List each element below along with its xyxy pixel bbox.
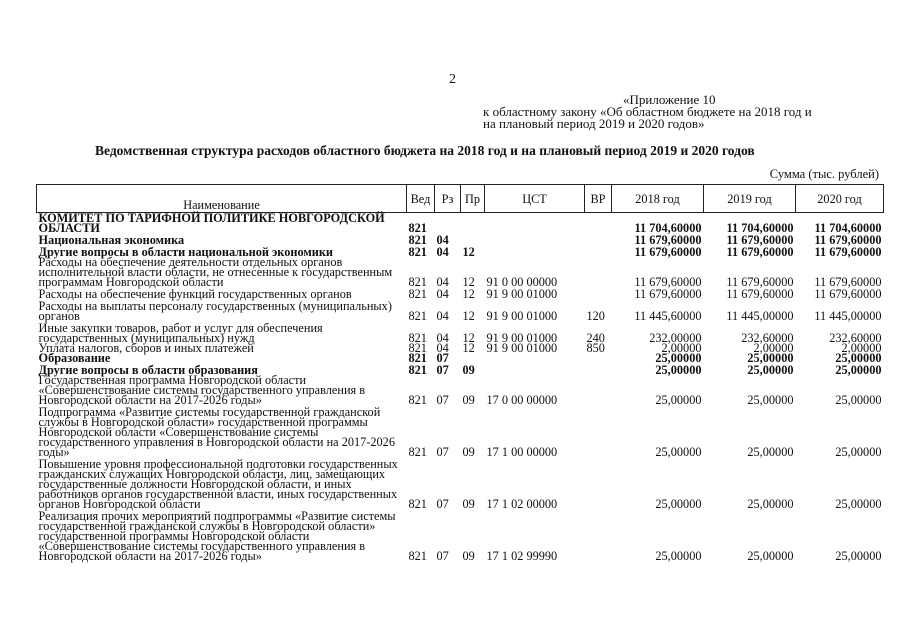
row-cst: 91 9 00 01000	[486, 309, 558, 323]
row-2019: 2,00000	[753, 341, 794, 355]
budget-table	[36, 184, 884, 561]
row-2018: 25,00000	[655, 445, 702, 459]
row-rz: 04	[436, 233, 449, 247]
row-2019: 11 445,00000	[726, 309, 794, 323]
row-ved: 821	[408, 445, 427, 459]
appendix-line-3: на плановый период 2019 и 2020 годов»	[483, 116, 705, 131]
table-row	[37, 457, 884, 509]
row-vr	[585, 213, 612, 234]
row-cst: 91 9 00 01000	[486, 287, 558, 301]
row-name: Расходы на выплаты персоналу государственных (муниципальных) органов	[38, 299, 392, 323]
row-cst: 91 9 00 01000	[486, 341, 558, 355]
row-pr: 12	[462, 341, 475, 355]
row-2019: 11 704,60000	[726, 221, 794, 235]
row-2018: 232,00000	[649, 331, 702, 345]
row-2019: 25,00000	[747, 363, 794, 377]
row-2019: 11 679,60000	[726, 233, 794, 247]
row-2020: 11 679,60000	[814, 287, 882, 301]
document-title: Ведомственная структура расходов областного бюджета на 2018 год и на плановый период 2019 и 2020 годов	[95, 143, 755, 158]
row-pr	[461, 233, 485, 245]
row-2019: 11 679,60000	[726, 287, 794, 301]
col-header-vr: ВР	[585, 185, 612, 213]
row-2019: 25,00000	[747, 497, 794, 511]
table-row	[37, 213, 884, 234]
row-2018: 25,00000	[655, 351, 702, 365]
table-row	[37, 509, 884, 561]
row-cst: 91 0 00 00000	[486, 275, 558, 289]
row-cst	[485, 245, 585, 257]
row-2018: 11 445,60000	[634, 309, 702, 323]
row-2019: 25,00000	[747, 549, 794, 563]
row-pr: 09	[462, 549, 475, 563]
row-2018: 25,00000	[655, 549, 702, 563]
row-vr	[585, 287, 612, 299]
row-2018: 11 679,60000	[634, 287, 702, 301]
row-name: Государственная программа Новгородской области «Совершенствование системы государственного управления в Новгородской области на 2017-2026 годы»	[38, 373, 366, 407]
row-cst: 91 9 00 01000	[486, 331, 558, 345]
table-row	[37, 233, 884, 245]
row-name: Иные закупки товаров, работ и услуг для обеспечения государственных (муниципальных) нужд	[38, 321, 323, 345]
row-ved: 821	[408, 233, 427, 247]
col-header-2020: 2020 год	[796, 185, 884, 213]
row-pr: 09	[462, 363, 475, 377]
row-pr: 12	[462, 287, 475, 301]
row-2018: 11 679,60000	[634, 275, 702, 289]
row-rz: 04	[436, 275, 449, 289]
row-ved: 821	[408, 549, 427, 563]
row-rz: 04	[436, 287, 449, 301]
row-2018: 11 704,60000	[634, 221, 702, 235]
row-ved: 821	[408, 245, 427, 259]
row-ved: 821	[408, 341, 427, 355]
row-vr: 850	[586, 341, 605, 355]
row-vr: 240	[586, 331, 605, 345]
row-2019: 232,60000	[741, 331, 794, 345]
row-2019: 25,00000	[747, 393, 794, 407]
units-label: Сумма (тыс. рублей)	[769, 167, 879, 181]
row-rz: 07	[436, 393, 449, 407]
row-pr	[461, 213, 485, 234]
row-2020: 11 679,60000	[814, 233, 882, 247]
row-name: Национальная экономика	[38, 233, 185, 247]
col-header-ved: Вед	[407, 185, 435, 213]
row-name: Образование	[38, 351, 111, 365]
row-2018: 25,00000	[655, 497, 702, 511]
row-cst	[485, 233, 585, 245]
table-row	[37, 287, 884, 299]
row-name: Расходы на обеспечение функций государственных органов	[38, 287, 352, 301]
row-cst: 17 1 02 00000	[486, 497, 558, 511]
row-2018: 11 679,60000	[634, 245, 702, 259]
row-pr: 12	[462, 331, 475, 345]
row-cst: 17 1 00 00000	[486, 445, 558, 459]
page-number: 2	[449, 72, 456, 87]
row-2019: 25,00000	[747, 351, 794, 365]
row-2018: 2,00000	[661, 341, 702, 355]
col-header-cst: ЦСТ	[485, 185, 585, 213]
row-2020: 25,00000	[835, 497, 882, 511]
table-header-row	[37, 185, 884, 213]
row-ved: 821	[408, 221, 427, 235]
row-2020: 232,60000	[829, 331, 882, 345]
row-name: Подпрограмма «Развитие системы государственной гражданской службы в Новгородской области» государственной программы Новгородской области «Совершенствование системы государственного управления в Новгородской области на 2017-2026 годы»	[38, 405, 395, 459]
row-vr	[585, 245, 612, 257]
row-name: Расходы на обеспечение деятельности отдельных органов исполнительной власти области, не отнесенные к государственным программам Новгородской области	[38, 255, 393, 289]
row-vr: 120	[586, 309, 605, 323]
row-name: Уплата налогов, сборов и иных платежей	[38, 341, 254, 355]
row-pr: 09	[462, 393, 475, 407]
row-2019: 25,00000	[747, 445, 794, 459]
row-pr: 12	[462, 275, 475, 289]
row-2019: 11 679,60000	[726, 275, 794, 289]
row-pr: 12	[462, 245, 475, 259]
row-vr	[585, 509, 612, 561]
row-cst	[485, 213, 585, 234]
col-header-2019: 2019 год	[704, 185, 796, 213]
row-pr: 09	[462, 445, 475, 459]
row-ved: 821	[408, 351, 427, 365]
row-vr	[585, 257, 612, 287]
row-pr: 12	[462, 309, 475, 323]
row-cst: 17 1 02 99990	[486, 549, 558, 563]
table-row	[37, 321, 884, 343]
row-2020: 11 679,60000	[814, 275, 882, 289]
row-cst	[485, 363, 585, 375]
row-rz	[435, 213, 461, 234]
row-2020: 11 704,60000	[814, 221, 882, 235]
row-2018: 25,00000	[655, 363, 702, 377]
row-rz: 07	[436, 549, 449, 563]
row-rz: 07	[436, 445, 449, 459]
row-rz: 04	[436, 309, 449, 323]
row-rz: 04	[436, 245, 449, 259]
row-rz: 07	[436, 497, 449, 511]
row-2020: 2,00000	[841, 341, 882, 355]
row-ved: 821	[408, 331, 427, 345]
row-ved: 821	[408, 393, 427, 407]
row-vr	[585, 375, 612, 405]
table-row	[37, 405, 884, 457]
row-ved: 821	[408, 309, 427, 323]
row-2020: 25,00000	[835, 445, 882, 459]
row-ved: 821	[408, 497, 427, 511]
row-name: Другие вопросы в области национальной экономики	[38, 245, 334, 259]
row-vr	[585, 405, 612, 457]
row-2018: 25,00000	[655, 393, 702, 407]
table-row	[37, 299, 884, 321]
appendix-header	[483, 94, 883, 130]
col-header-pr: Пр	[461, 185, 485, 213]
col-header-2018: 2018 год	[612, 185, 704, 213]
row-ved: 821	[408, 363, 427, 377]
row-2020: 25,00000	[835, 351, 882, 365]
row-name: Повышение уровня профессиональной подготовки государственных гражданских служащих Новгородской области, лиц, замещающих государственные должности Новгородской области, и иных работников органов государственной власти, иных государственных органов Новгородской области	[38, 457, 398, 511]
row-rz: 07	[436, 351, 449, 365]
row-vr	[585, 363, 612, 375]
row-2020: 25,00000	[835, 549, 882, 563]
appendix-line-2: к областному закону «Об областном бюджете на 2018 год и	[483, 104, 812, 119]
row-2018: 11 679,60000	[634, 233, 702, 247]
row-2020: 25,00000	[835, 363, 882, 377]
row-rz: 04	[436, 341, 449, 355]
row-rz: 07	[436, 363, 449, 377]
row-2020: 11 445,00000	[814, 309, 882, 323]
row-vr	[585, 457, 612, 509]
row-pr: 09	[462, 497, 475, 511]
row-name: Другие вопросы в области образования	[38, 363, 258, 377]
table-row	[37, 257, 884, 287]
col-header-name: Наименование	[37, 185, 407, 213]
row-2020: 25,00000	[835, 393, 882, 407]
col-header-rz: Рз	[435, 185, 461, 213]
row-vr	[585, 233, 612, 245]
row-2019: 11 679,60000	[726, 245, 794, 259]
row-cst: 17 0 00 00000	[486, 393, 558, 407]
row-rz: 04	[436, 331, 449, 345]
row-name: Реализация прочих мероприятий подпрограммы «Развитие системы государственной гражданской службы в Новгородской области» государственной программы Новгородской области «Совершенствование системы государственного управления в Новгородской области на 2017-2026 годы»	[38, 509, 396, 563]
row-name: КОМИТЕТ ПО ТАРИФНОЙ ПОЛИТИКЕ НОВГОРОДСКОЙ ОБЛАСТИ	[38, 211, 385, 235]
row-ved: 821	[408, 287, 427, 301]
row-ved: 821	[408, 275, 427, 289]
appendix-line-1: «Приложение 10	[623, 92, 716, 107]
table-row	[37, 375, 884, 405]
row-2020: 11 679,60000	[814, 245, 882, 259]
